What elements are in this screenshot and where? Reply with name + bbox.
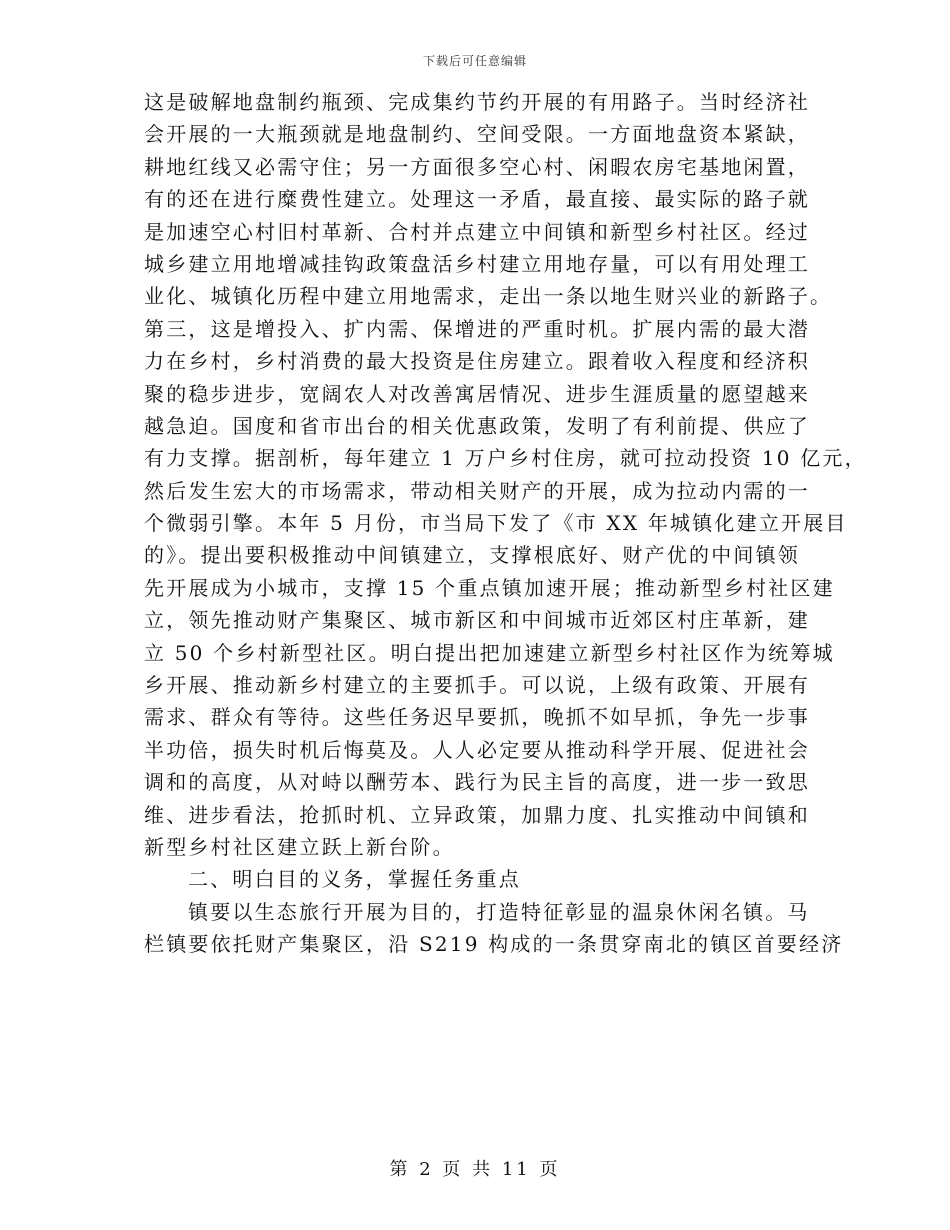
paragraph-line: 城乡建立用地增减挂钩政策盘活乡村建立用地存量，可以有用处理工 xyxy=(144,251,810,276)
paragraph-line: 越急迫。国度和省市出台的相关优惠政策，发明了有利前提、供应了 xyxy=(144,413,810,438)
paragraph-line: 的》。提出要积极推动中间镇建立，支撑根底好、财产优的中间镇领 xyxy=(144,543,800,568)
document-body xyxy=(144,86,867,961)
paragraph-line: 先开展成为小城市，支撑 15 个重点镇加速开展；推动新型乡村社区建 xyxy=(144,575,835,600)
paragraph-line: 维、进步看法，抢抓时机、立异政策，加鼎力度、扎实推动中间镇和 xyxy=(144,802,810,827)
paragraph-line-indented: 镇要以生态旅行开展为目的，打造特征彰显的温泉休闲名镇。马 xyxy=(188,899,810,924)
paragraph-line: 聚的稳步进步，宽阔农人对改善寓居情况、进步生涯质量的愿望越来 xyxy=(144,381,810,406)
page-header: 下载后可任意编辑 xyxy=(422,54,527,68)
paragraph-line: 立，领先推动财产集聚区、城市新区和中间城市近郊区村庄革新，建 xyxy=(144,608,810,633)
paragraph-line: 然后发生宏大的市场需求，带动相关财产的开展，成为拉动内需的一 xyxy=(144,478,810,503)
page-number: 第 2 页 共 11 页 xyxy=(389,1159,561,1180)
paragraph-line-indented: 二、明白目的义务，掌握任务重点 xyxy=(188,867,521,892)
paragraph-line: 业化、城镇化历程中建立用地需求，走出一条以地生财兴业的新路子。 xyxy=(144,284,833,309)
paragraph-line: 半功倍，损失时机后悔莫及。人人必定要从推动科学开展、促进社会 xyxy=(144,737,810,762)
paragraph-line: 调和的高度，从对峙以酬劳本、践行为民主旨的高度，进一步一致思 xyxy=(144,770,810,795)
paragraph-line: 个微弱引擎。本年 5 月份，市当局下发了《市 XX 年城镇化建立开展目 xyxy=(144,511,848,536)
paragraph-line: 第三，这是增投入、扩内需、保增进的严重时机。扩展内需的最大潜 xyxy=(144,316,810,341)
paragraph-line: 新型乡村社区建立跃上新台阶。 xyxy=(144,834,455,859)
paragraph-line: 有的还在进行糜费性建立。处理这一矛盾，最直接、最实际的路子就 xyxy=(144,187,810,212)
paragraph-line: 有力支撑。据剖析，每年建立 1 万户乡村住房，就可拉动投资 10 亿元， xyxy=(144,446,867,471)
paragraph-line: 栏镇要依托财产集聚区，沿 S219 构成的一条贯穿南北的镇区首要经济 xyxy=(144,932,844,957)
paragraph-line: 这是破解地盘制约瓶颈、完成集约节约开展的有用路子。当时经济社 xyxy=(144,90,810,114)
paragraph-line: 是加速空心村旧村革新、合村并点建立中间镇和新型乡村社区。经过 xyxy=(144,219,810,244)
paragraph-line: 会开展的一大瓶颈就是地盘制约、空间受限。一方面地盘资本紧缺， xyxy=(144,122,810,147)
paragraph-line: 乡开展、推动新乡村建立的主要抓手。可以说，上级有政策、开展有 xyxy=(144,673,810,698)
paragraph-line: 需求、群众有等待。这些任务迟早要抓，晚抓不如早抓，争先一步事 xyxy=(144,705,810,730)
paragraph-line: 耕地红线又必需守住；另一方面很多空心村、闲暇农房宅基地闲置， xyxy=(144,154,810,179)
paragraph-line: 力在乡村，乡村消费的最大投资是住房建立。跟着收入程度和经济积 xyxy=(144,349,810,374)
paragraph-line: 立 50 个乡村新型社区。明白提出把加速建立新型乡村社区作为统筹城 xyxy=(144,640,835,665)
